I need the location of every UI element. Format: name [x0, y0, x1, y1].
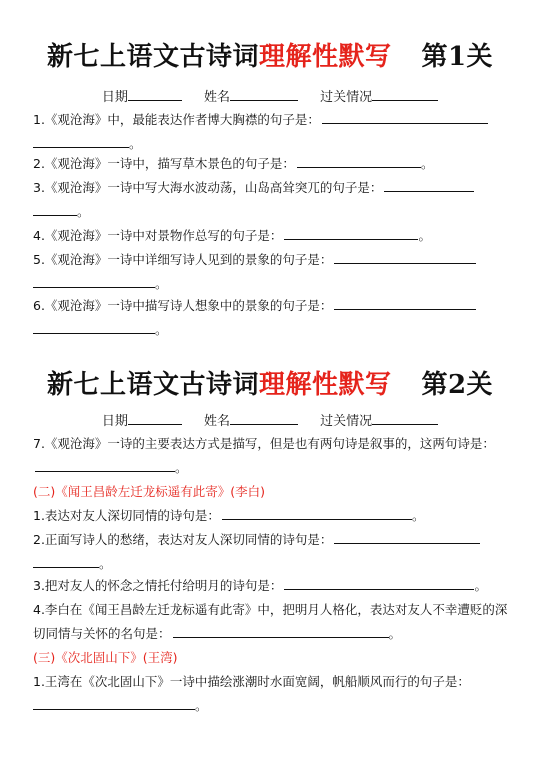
section-3-heading: (三)《次北固山下》(王湾)	[33, 650, 178, 665]
level-1-title-highlight: 理解性默写	[258, 42, 392, 72]
period-mark: 。	[195, 698, 208, 713]
period-mark: 。	[175, 460, 188, 475]
answer-blank[interactable]	[33, 553, 99, 568]
period-mark: 。	[155, 322, 168, 337]
level-2-title	[0, 364, 540, 401]
question-s2-4	[33, 598, 511, 646]
question-text: 3.把对友人的怀念之情托付给明月的诗句是：	[33, 578, 283, 593]
question-1-2	[33, 152, 511, 176]
question-text: 2.《观沧海》一诗中，描写草木景色的句子是：	[33, 156, 295, 171]
question-text: 5.《观沧海》一诗中详细写诗人见到的景象的句子是：	[33, 252, 333, 267]
date-field[interactable]	[128, 88, 182, 101]
level-2-title-main: 新七上语文古诗词	[46, 370, 259, 400]
name-label: 姓名	[203, 90, 230, 105]
answer-blank[interactable]	[297, 153, 421, 168]
answer-blank[interactable]	[322, 109, 488, 124]
question-s2-3	[33, 574, 511, 598]
status-label: 过关情况	[320, 414, 373, 429]
question-text: 1.王湾在《次北固山下》一诗中描绘涨潮时水面宽阔，帆船顺风而行的句子是：	[33, 674, 470, 689]
status-label: 过关情况	[320, 90, 373, 105]
answer-blank[interactable]	[384, 177, 474, 192]
answer-blank[interactable]	[334, 295, 476, 310]
answer-blank[interactable]	[173, 623, 389, 638]
answer-blank[interactable]	[33, 273, 155, 288]
question-text: 3.《观沧海》一诗中写大海水波动荡，山岛高耸突兀的句子是：	[33, 180, 383, 195]
question-text: 1.《观沧海》中，最能表达作者博大胸襟的句子是：	[33, 112, 320, 127]
period-mark: 。	[99, 556, 112, 571]
section-2-heading: (二)《闻王昌龄左迁龙标遥有此寄》(李白)	[33, 484, 266, 499]
question-text: 6.《观沧海》一诗中描写诗人想象中的景象的句子是：	[33, 298, 333, 313]
question-text: 1.表达对友人深切同情的诗句是：	[33, 508, 220, 523]
status-field[interactable]	[372, 88, 438, 101]
date-label: 日期	[101, 90, 128, 105]
answer-blank[interactable]	[334, 529, 480, 544]
status-field[interactable]	[372, 412, 438, 425]
level-1-label: 第1关	[421, 42, 494, 72]
question-1-3	[33, 176, 511, 224]
level-2-meta	[0, 410, 540, 429]
level-1-title	[0, 36, 540, 73]
answer-blank[interactable]	[33, 695, 195, 710]
period-mark: 。	[420, 156, 434, 171]
period-mark: 。	[418, 228, 431, 243]
answer-blank[interactable]	[222, 505, 412, 520]
answer-blank[interactable]	[33, 133, 129, 148]
answer-blank[interactable]	[284, 225, 418, 240]
level-2-label: 第2关	[421, 370, 494, 400]
answer-blank[interactable]	[35, 457, 175, 472]
question-s2-1	[33, 504, 511, 528]
name-label: 姓名	[203, 414, 230, 429]
period-mark: 。	[77, 204, 90, 219]
date-field[interactable]	[128, 412, 182, 425]
question-1-4	[33, 224, 511, 248]
period-mark: 。	[155, 276, 168, 291]
question-text: 4.《观沧海》一诗中对景物作总写的句子是：	[33, 228, 283, 243]
question-text: 7.《观沧海》一诗的主要表达方式是描写，但是也有两句诗是叙事的，这两句诗是：	[33, 436, 495, 451]
period-mark: 。	[474, 578, 487, 593]
period-mark: 。	[411, 508, 425, 523]
period-mark: 。	[388, 626, 402, 641]
question-s3-1	[33, 670, 511, 718]
question-text: 2.正面写诗人的愁绪，表达对友人深切同情的诗句是：	[33, 532, 333, 547]
question-2-7	[33, 432, 511, 480]
answer-blank[interactable]	[33, 319, 155, 334]
question-text: 4.李白在《闻王昌龄左迁龙标遥有此寄》中，把明月人格化，表达对友人不幸遭贬的深切同情与关怀的名句是：	[33, 602, 508, 641]
answer-blank[interactable]	[284, 575, 474, 590]
name-field[interactable]	[230, 412, 298, 425]
level-1-title-main: 新七上语文古诗词	[46, 42, 259, 72]
question-1-5	[33, 248, 511, 296]
period-mark: 。	[129, 136, 142, 151]
question-1-1	[33, 108, 511, 156]
level-2-title-highlight: 理解性默写	[258, 370, 392, 400]
question-s2-2	[33, 528, 511, 576]
name-field[interactable]	[230, 88, 298, 101]
answer-blank[interactable]	[33, 201, 77, 216]
question-1-6	[33, 294, 511, 342]
date-label: 日期	[101, 414, 128, 429]
level-1-meta	[0, 86, 540, 105]
answer-blank[interactable]	[334, 249, 476, 264]
